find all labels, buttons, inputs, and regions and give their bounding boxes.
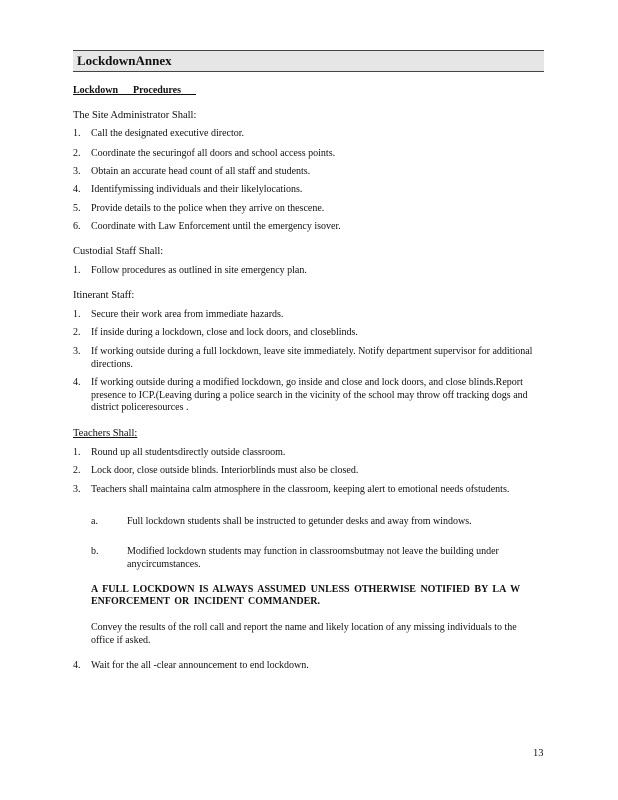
item-number: 3. <box>73 484 81 495</box>
item-number: 4. <box>73 184 81 195</box>
item-number: 4. <box>73 660 81 671</box>
item-number: 2. <box>73 327 81 338</box>
item-number: 4. <box>73 377 81 388</box>
item-number: 3. <box>73 166 81 177</box>
convey-results-paragraph: Convey the results of the roll call and report the name and likely location of any missing individuals to the office if asked. <box>91 622 517 646</box>
item-text: If working outside during a modified lockdown, go inside and close and lock doors, and close blinds.Report presence to ICP.(Leaving during a police search in the vicinity of the school may throw off tracking dogs and district policeresources . <box>91 377 528 413</box>
item-number: 1. <box>73 447 81 458</box>
itinerant-heading: Itinerant Staff: <box>73 290 135 301</box>
item-text: Call the designated executive director. <box>91 128 244 139</box>
item-number: 1. <box>73 128 81 139</box>
item-text: Follow procedures as outlined in site emergency plan. <box>91 265 307 276</box>
item-text: If inside during a lockdown, close and lock doors, and closeblinds. <box>91 327 358 338</box>
custodial-heading: Custodial Staff Shall: <box>73 246 164 257</box>
item-text: Round up all studentsdirectly outside classroom. <box>91 447 286 458</box>
annex-title: LockdownAnnex <box>77 53 172 68</box>
item-text: Wait for the all -clear announcement to end lockdown. <box>91 660 309 671</box>
item-text: Lock door, close outside blinds. Interiorblinds must also be closed. <box>91 465 359 476</box>
teachers-heading: Teachers Shall: <box>73 428 138 439</box>
item-number: 3. <box>73 346 81 357</box>
item-number: 2. <box>73 465 81 476</box>
item-text: Teachers shall maintaina calm atmosphere in the classroom, keeping alert to emotional needs ofstudents. <box>91 484 510 495</box>
item-number: 1. <box>73 309 81 320</box>
item-text: Obtain an accurate head count of all staff and students. <box>91 166 311 177</box>
item-text: Secure their work area from immediate hazards. <box>91 309 284 320</box>
sub-item-letter: a. <box>91 516 98 527</box>
item-text: Coordinate with Law Enforcement until the emergency isover. <box>91 221 341 232</box>
sub-item-letter: b. <box>91 546 99 557</box>
sub-item-text: Modified lockdown students may function in classroomsbutmay not leave the building under anycircumstances. <box>127 546 499 570</box>
item-text: Provide details to the police when they arrive on thescene. <box>91 203 325 214</box>
item-number: 1. <box>73 265 81 276</box>
annex-title-bar <box>73 50 544 72</box>
site-admin-heading: The Site Administrator Shall: <box>73 110 197 121</box>
procedures-subheading: Lockdown Procedures <box>73 85 196 96</box>
item-number: 6. <box>73 221 81 232</box>
page-number: 13 <box>533 748 544 759</box>
full-lockdown-notice: A FULL LOCKDOWN IS ALWAYS ASSUMED UNLESS OTHERWISE NOTIFIED BY LA W ENFORCEMENT OR INCIDENT COMMANDER. <box>91 584 520 607</box>
item-text: If working outside during a full lockdown, leave site immediately. Notify department supervisor for additional directions. <box>91 346 533 370</box>
item-number: 5. <box>73 203 81 214</box>
sub-item-text: Full lockdown students shall be instructed to getunder desks and away from windows. <box>127 516 472 527</box>
item-text: Coordinate the securingof all doors and school access points. <box>91 148 336 159</box>
item-number: 2. <box>73 148 81 159</box>
item-text: Identifymissing individuals and their likelylocations. <box>91 184 303 195</box>
